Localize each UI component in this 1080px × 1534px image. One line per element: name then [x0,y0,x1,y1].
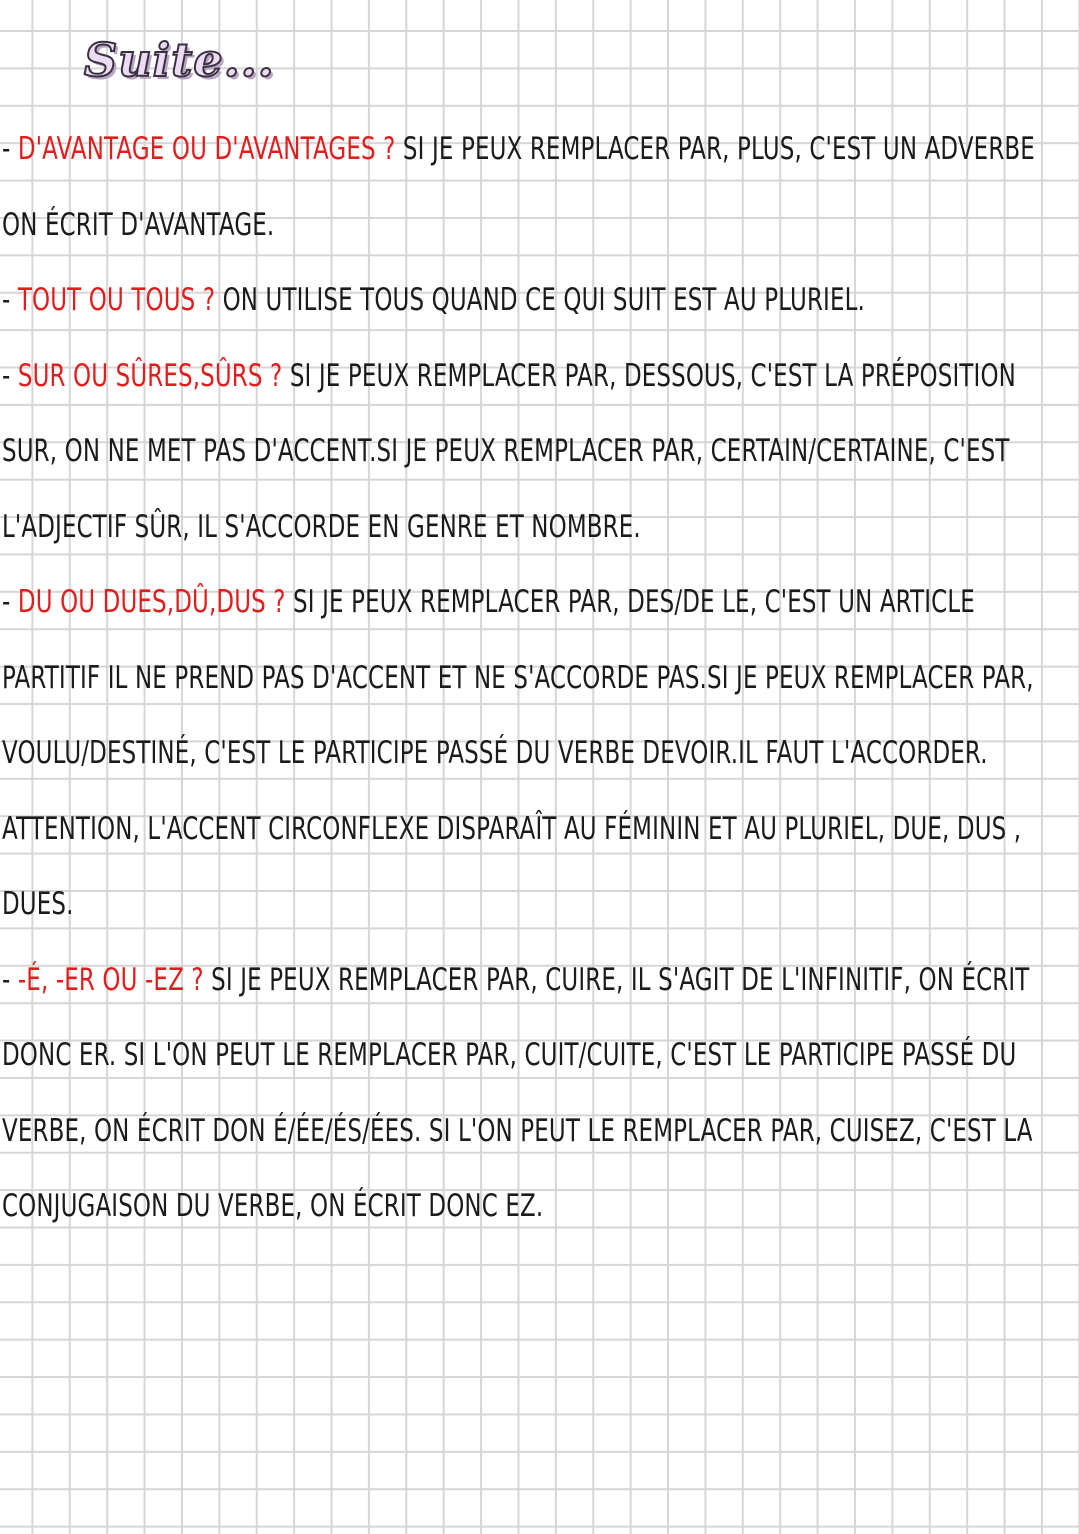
note-body: SI JE PEUX REMPLACER PAR, PLUS, C'EST UN ADVERBE ON ÉCRIT D'AVANTAGE. [2,131,1035,243]
note-body: ON UTILISE TOUS QUAND CE QUI SUIT EST AU PLURIEL. [215,282,865,318]
note-sur-sures [2,339,1075,566]
note-heading: TOUT OU TOUS ? [17,282,216,318]
note-body: SI JE PEUX REMPLACER PAR, DES/DE LE, C'EST UN ARTICLE PARTITIF IL NE PREND PAS D'ACCENT ET NE S'ACCORDE PAS.SI JE PEUX REMPLACER PAR, VOULU/DESTINÉ, C'EST LE PARTICIPE PASSÉ DU VERBE DEVOIR.IL FAUT L'ACCORDER. ATTENTION, L'ACCENT CIRCONFLEXE DISPARAÎT AU FÉMININ ET AU PLURIEL, DUE, DUS , DUES. [2,584,1034,922]
note-body: SI JE PEUX REMPLACER PAR, DESSOUS, C'EST LA PRÉPOSITION SUR, ON NE MET PAS D'ACCENT.SI JE PEUX REMPLACER PAR, CERTAIN/CERTAINE, C'EST L'ADJECTIF SÛR, IL S'ACCORDE EN GENRE ET NOMBRE. [2,357,1016,545]
note-e-er-ez [2,943,1075,1245]
note-dash: - [2,357,18,394]
notes-content [2,112,1075,1245]
note-du-dues [2,565,1075,943]
note-body: SI JE PEUX REMPLACER PAR, CUIRE, IL S'AGIT DE L'INFINITIF, ON ÉCRIT DONC ER. SI L'ON PEUT LE REMPLACER PAR, CUIT/CUITE, C'EST LE PARTICIPE PASSÉ DU VERBE, ON ÉCRIT DON É/ÉE/ÉS/ÉES. SI L'ON PEUT LE REMPLACER PAR, CUISEZ, C'EST LA CONJUGAISON DU VERBE, ON ÉCRIT DONC EZ. [2,961,1033,1224]
note-heading: DU OU DUES,DÛ,DUS ? [17,584,286,620]
note-dash: - [2,131,18,167]
note-dash: - [2,282,18,318]
note-heading: SUR OU SÛRES,SÛRS ? [17,357,283,394]
note-heading: -É, -ER OU -EZ ? [17,961,204,998]
note-dash: - [2,961,18,998]
note-tout-tous [2,263,1075,339]
note-heading: D'AVANTAGE OU D'AVANTAGES ? [17,131,396,167]
note-davantage [2,112,1075,263]
note-dash: - [2,584,18,620]
page-title: Suite... [84,33,275,87]
